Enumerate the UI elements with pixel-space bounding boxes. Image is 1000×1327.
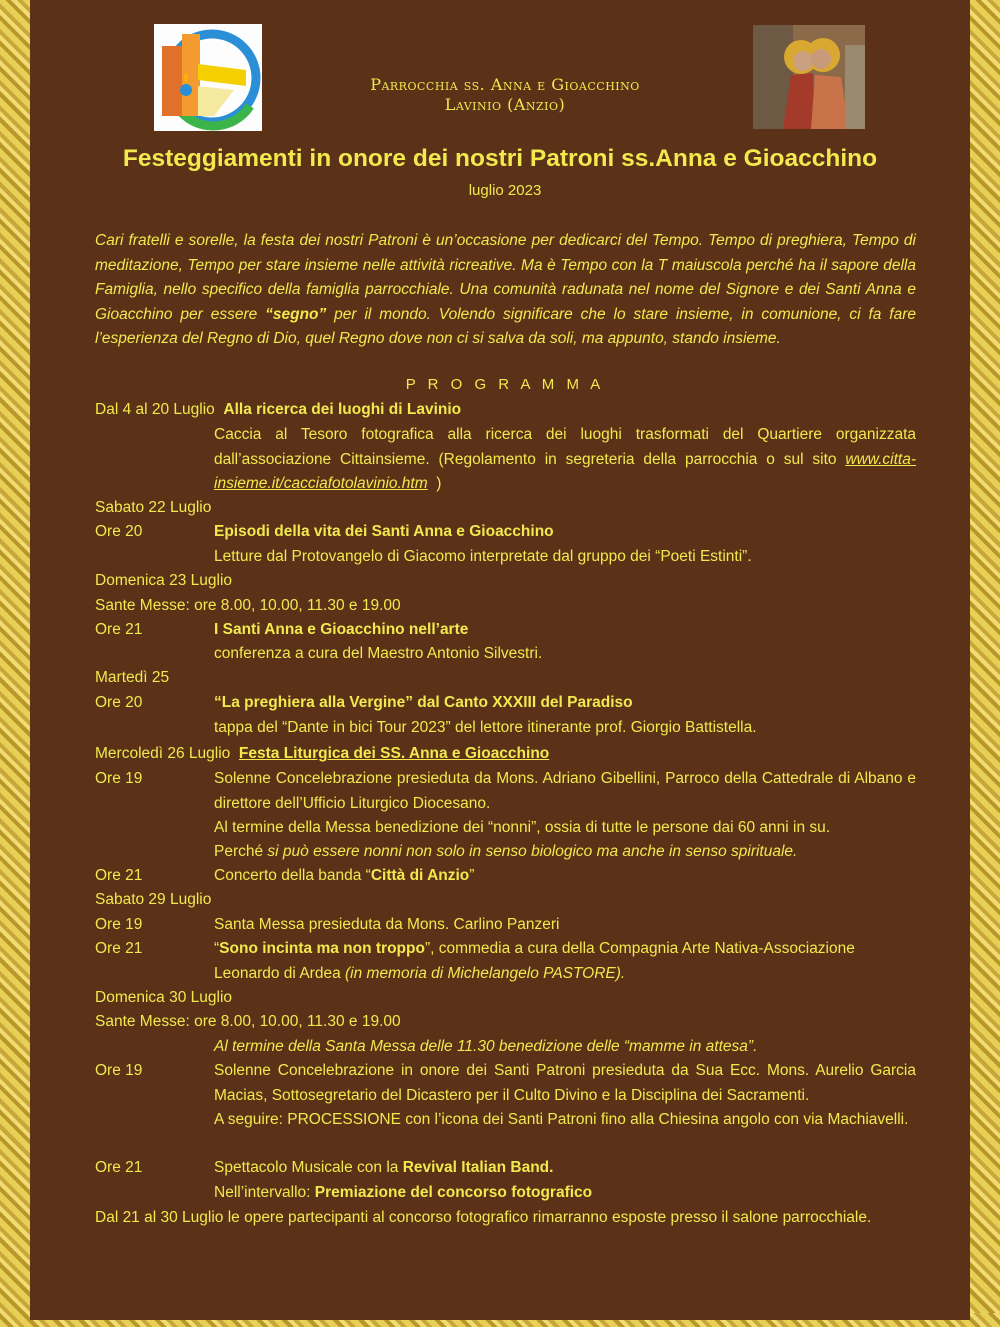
event-1-desc-text: Caccia al Tesoro fotografica alla ricerca dei luoghi trasformati del Quartiere organizzata dall’associazione Cittainsieme. (Regolamento in segreteria della parrocchia o sul sito (214, 426, 916, 468)
event-1-link-tail: ) (436, 475, 442, 492)
right-border (970, 0, 1000, 1327)
day-26-concert-c: ” (469, 867, 475, 884)
intro-bold-word: “segno” (265, 305, 327, 323)
day-25-title (214, 691, 633, 716)
day-29-play-memorial: (in memoria di Michelangelo PASTORE). (340, 964, 626, 982)
day-26-desc-3 (214, 840, 797, 865)
day-23-label: Domenica 23 Luglio (95, 572, 233, 589)
day-30-prize (214, 1181, 592, 1206)
day-29-desc-1: Santa Messa presieduta da Mons. Carlino Panzeri (214, 916, 560, 933)
event-1-description (214, 423, 916, 497)
day-30-mothers: Al termine della Santa Messa delle 11.30 benedizione delle “mamme in attesa”. (214, 1038, 758, 1055)
day-26-desc-2: Al termine della Messa benedizione dei “nonni”, ossia di tutte le persone dai 60 anni in su. (214, 819, 831, 836)
day-29-play-title: Sono incinta ma non troppo (219, 940, 425, 957)
day-26-concert (214, 864, 474, 889)
day-26-header (95, 742, 549, 767)
event-1-date: Dal 4 al 20 Luglio (95, 401, 215, 418)
day-25-label: Martedì 25 (95, 669, 170, 686)
day-23-title-text: I Santi Anna e Gioacchino nell’arte (214, 621, 469, 638)
day-22-desc: Letture dal Protovangelo di Giacomo interpretate dal gruppo dei “Poeti Estinti”. (214, 548, 752, 565)
day-26-desc-1: Solenne Concelebrazione presieduta da Mons. Adriano Gibellini, Parroco della Cattedrale di Albano e direttore dell’Ufficio Liturgico Diocesano. (214, 770, 916, 812)
day-22-label: Sabato 22 Luglio (95, 499, 212, 516)
day-29-label: Sabato 29 Luglio (95, 891, 212, 908)
exhibition-note: Dal 21 al 30 Luglio le opere partecipanti al concorso fotografico rimarranno esposte presso il salone parrocchiale. (95, 1209, 872, 1226)
day-30-masses: Sante Messe: ore 8.00, 10.00, 11.30 e 19.00 (95, 1013, 401, 1030)
day-30-desc-2: A seguire: PROCESSIONE con l’icona dei Santi Patroni fino alla Chiesina angolo con via Machiavelli. (214, 1111, 909, 1128)
event-1-title: Alla ricerca dei luoghi di Lavinio (223, 401, 462, 418)
day-29-time-2: Ore 21 (95, 940, 143, 957)
main-title: Festeggiamenti in onore dei nostri Patroni ss.Anna e Gioacchino (122, 145, 878, 172)
day-22-time: Ore 20 (95, 523, 143, 540)
saints-painting (753, 25, 865, 129)
day-29-play (214, 937, 916, 986)
event-1-header (95, 398, 461, 423)
day-30-time-1: Ore 19 (95, 1062, 143, 1079)
day-23-title (214, 618, 468, 643)
day-22-title-text: Episodi della vita dei Santi Anna e Gioacchino (214, 523, 554, 540)
day-29-play-d: Leonardo di Ardea (214, 964, 341, 982)
parish-logo (154, 24, 262, 131)
day-26-time-1: Ore 19 (95, 770, 143, 787)
day-30-band: Revival Italian Band. (402, 1159, 554, 1176)
day-26-desc-3a: Perché (214, 843, 264, 860)
day-26-feast: Festa Liturgica dei SS. Anna e Gioacchino (238, 745, 550, 762)
day-30-time-2: Ore 21 (95, 1159, 143, 1176)
day-25-title-text: “La preghiera alla Vergine” dal Canto XXXIII del Paradiso (214, 694, 633, 711)
left-border (0, 0, 30, 1327)
day-30-show-a: Spettacolo Musicale con la (214, 1159, 403, 1176)
intro-text-1: Cari fratelli e sorelle, la festa dei nostri Patroni è un’occasione per dedicarci del Tempo. Tempo di preghiera, Tempo di meditazione, Tempo per stare insieme nelle attività ricreative. Ma è Tempo con la T maiuscola perché ha il sapore della Famiglia, nello specifico della famiglia parrocchiale. Una comunità radunata nel nome del Signore e dei Santi Anna e Gioacchino per essere (95, 232, 916, 323)
day-29-play-a: “ (214, 940, 220, 957)
day-23-masses: Sante Messe: ore 8.00, 10.00, 11.30 e 19.00 (95, 597, 401, 614)
day-30-prize-b: Premiazione del concorso fotografico (314, 1184, 593, 1201)
intro-text-2: per il mondo. Volendo significare che lo stare insieme, in comunione, ci fa fare l’esperienza del Regno di Dio, quel Regno dove non ci si salva da soli, ma appunto, stando insieme. (95, 305, 916, 347)
day-25-desc: tappa del “Dante in bici Tour 2023” del lettore itinerante prof. Giorgio Battistella. (214, 719, 757, 736)
day-26-time-2: Ore 21 (95, 867, 143, 884)
day-26-desc-3b: si può essere nonni non solo in senso biologico ma anche in senso spirituale. (263, 843, 798, 860)
day-30-label: Domenica 30 Luglio (95, 989, 233, 1006)
programma-title: P R O G R A M M A (405, 376, 605, 393)
parish-name: Parrocchia ss. Anna e Gioacchino (370, 75, 640, 94)
day-26-concert-a: Concerto della banda “ (214, 867, 371, 884)
day-23-time: Ore 21 (95, 621, 143, 638)
day-26-concert-band: Città di Anzio (370, 867, 470, 884)
event-1-link[interactable]: www.citta-insieme.it/cacciafotolavinio.htm (214, 450, 916, 492)
day-30-desc-1: Solenne Concelebrazione in onore dei Santi Patroni presieduta da Sua Ecc. Mons. Aurelio Garcia Macias, Sottosegretario del Dicastero per il Culto Divino e la Disciplina dei Sacramenti. (214, 1062, 916, 1104)
day-29-play-c: ”, commedia a cura della Compagnia Arte Nativa-Associazione (424, 940, 855, 957)
day-26-label: Mercoledì 26 Luglio (95, 745, 231, 762)
parish-place: Lavinio (Anzio) (444, 95, 566, 114)
day-30-prize-a: Nell’intervallo: (214, 1184, 315, 1201)
date-line: luglio 2023 (468, 182, 542, 199)
intro-paragraph (95, 229, 916, 352)
day-22-title (214, 520, 554, 545)
day-25-time: Ore 20 (95, 694, 143, 711)
day-23-desc: conferenza a cura del Maestro Antonio Silvestri. (214, 645, 543, 662)
day-30-show (214, 1156, 553, 1181)
day-29-time-1: Ore 19 (95, 916, 143, 933)
